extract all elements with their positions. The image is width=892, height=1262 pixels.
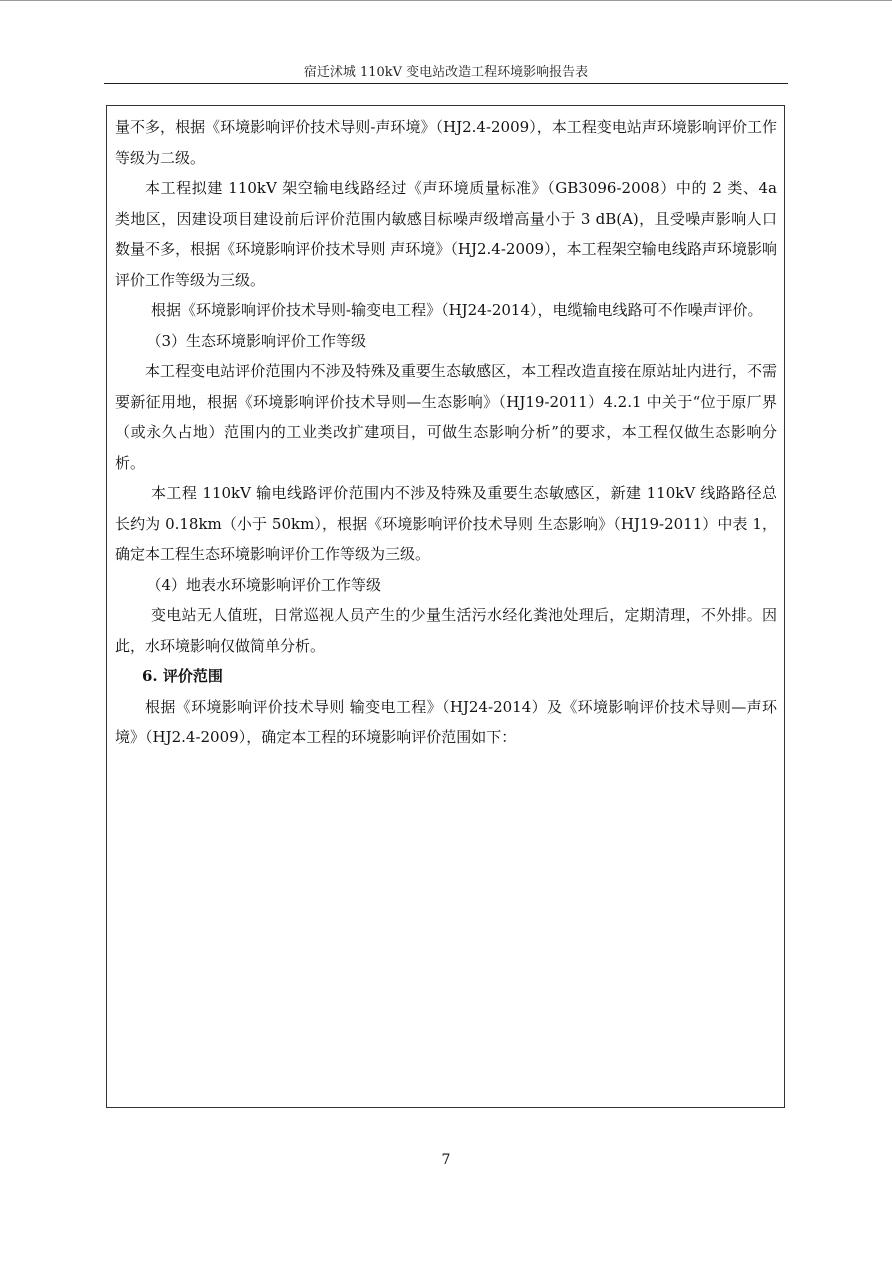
- page-number: 7: [441, 1152, 451, 1168]
- header-rule: [104, 83, 788, 84]
- paragraph-5: 本工程 110kV 输电线路评价范围内不涉及特殊及重要生态敏感区，新建 110kV 线路路径总长约为 0.18km（小于 50km），根据《环境影响评价技术导则 生态影响》（HJ19-2011）中表 1，确定本工程生态环境影响评价工作等级为三级。: [115, 484, 777, 563]
- paragraph-7: 根据《环境影响评价技术导则 输变电工程》（HJ24-2014）及《环境影响评价技术导则—声环境》（HJ2.4-2009），确定本工程的环境影响评价范围如下：: [115, 697, 777, 746]
- page-header: 宿迁沭城 110kV 变电站改造工程环境影响报告表: [303, 65, 589, 80]
- body-text: [115, 112, 777, 753]
- paragraph-6: 变电站无人值班，日常巡视人员产生的少量生活污水经化粪池处理后，定期清理，不外排。因此，水环境影响仅做简单分析。: [115, 606, 777, 655]
- top-border: [0, 0, 892, 1]
- subheading-3: （3）生态环境影响评价工作等级: [146, 331, 367, 350]
- paragraph-4: 本工程变电站评价范围内不涉及特殊及重要生态敏感区，本工程改造直接在原站址内进行，不需要新征用地，根据《环境影响评价技术导则—生态影响》（HJ19-2011）4.2.1 中关于“位于原厂界（或永久占地）范围内的工业类改扩建项目，可做生态影响分析”的要求，本工程仅做生态影响分析。: [115, 362, 777, 472]
- section-6-title: 6. 评价范围: [142, 667, 223, 685]
- paragraph-1: 量不多，根据《环境影响评价技术导则-声环境》（HJ2.4-2009），本工程变电站声环境影响评价工作等级为二级。: [115, 118, 777, 167]
- content-frame: [106, 105, 785, 1108]
- paragraph-3: 根据《环境影响评价技术导则-输变电工程》（HJ24-2014），电缆输电线路可不作噪声评价。: [151, 301, 763, 319]
- paragraph-2: 本工程拟建 110kV 架空输电线路经过《声环境质量标准》（GB3096-2008）中的 2 类、4a 类地区，因建设项目建设前后评价范围内敏感目标噪声级增高量小于 3 dB(A)，且受噪声影响人口数量不多，根据《环境影响评价技术导则 声环境》（HJ2.4-2009），本工程架空输电线路声环境影响评价工作等级为三级。: [115, 179, 777, 289]
- subheading-4: （4）地表水环境影响评价工作等级: [146, 575, 382, 594]
